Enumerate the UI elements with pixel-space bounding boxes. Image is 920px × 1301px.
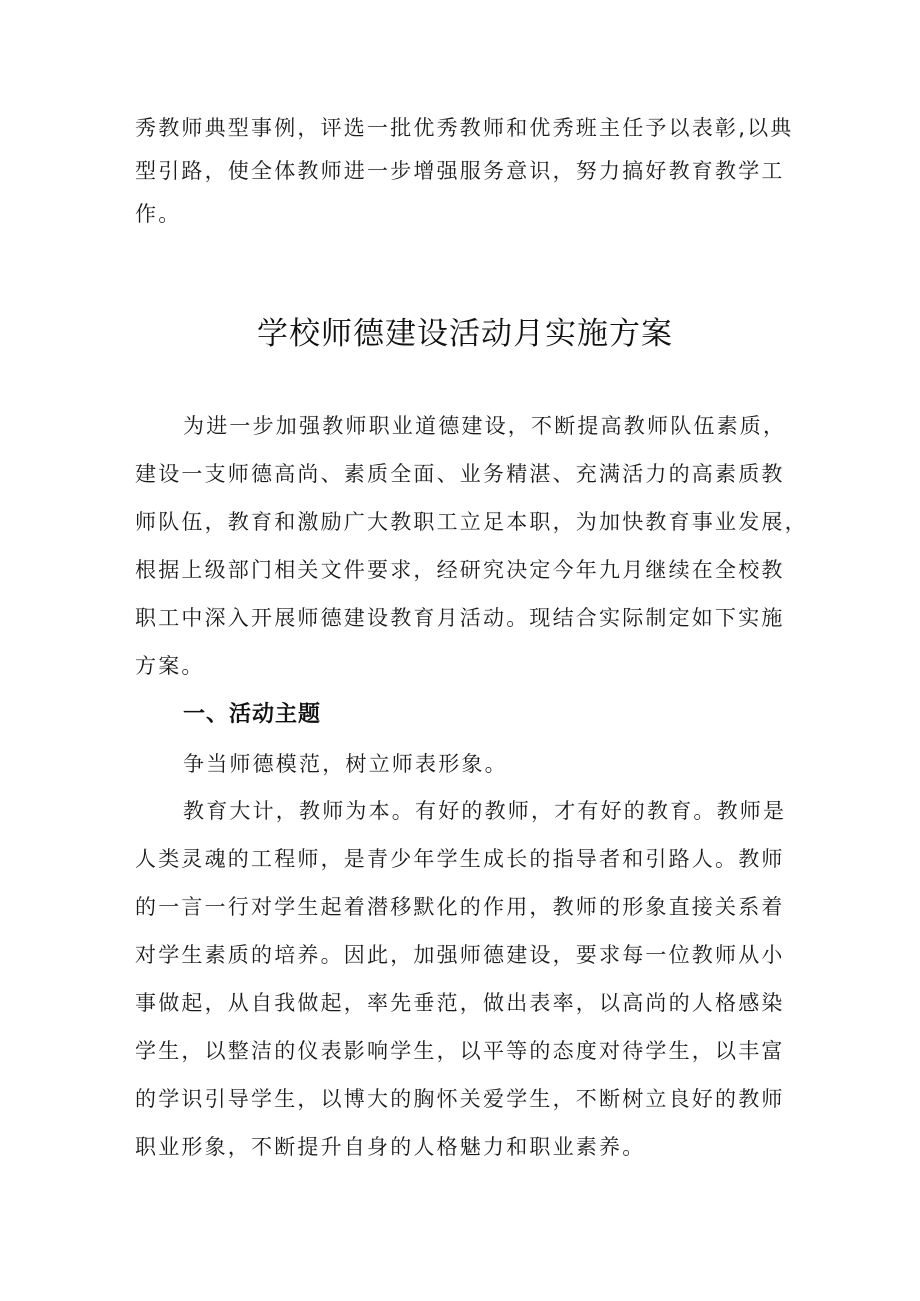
intro-line: 建设一支师德高尚、素质全面、业务精湛、充满活力的高素质教 <box>135 462 785 486</box>
body-line: 的一言一行对学生起着潜移默化的作用，教师的形象直接关系着 <box>135 895 785 919</box>
intro-line: 职工中深入开展师德建设教育月活动。现结合实际制定如下实施 <box>135 606 785 630</box>
paragraph-line: 秀教师典型事例，评选一批优秀教师和优秀班主任予以表彰,以典 <box>135 116 794 140</box>
body-line: 对学生素质的培养。因此，加强师德建设，要求每一位教师从小 <box>135 943 785 967</box>
document-title: 学校师德建设活动月实施方案 <box>257 316 673 352</box>
body-line: 学生，以整洁的仪表影响学生，以平等的态度对待学生，以丰富 <box>135 1039 785 1063</box>
body-line: 职业形象，不断提升自身的人格魅力和职业素养。 <box>135 1135 646 1159</box>
paragraph-line: 作。 <box>135 202 182 226</box>
body-line: 教育大计，教师为本。有好的教师，才有好的教育。教师是 <box>183 799 787 823</box>
body-line: 人类灵魂的工程师，是青少年学生成长的指导者和引路人。教师 <box>135 847 785 871</box>
theme-line: 争当师德模范，树立师表形象。 <box>183 752 508 776</box>
body-line: 的学识引导学生，以博大的胸怀关爱学生，不断树立良好的教师 <box>135 1087 785 1111</box>
paragraph-line: 型引路，使全体教师进一步增强服务意识，努力搞好教育教学工 <box>135 159 785 183</box>
intro-line: 为进一步加强教师职业道德建设，不断提高教师队伍素质， <box>183 414 787 438</box>
intro-line: 方案。 <box>135 654 205 678</box>
section-heading: 一、活动主题 <box>183 702 322 727</box>
body-line: 事做起，从自我做起，率先垂范，做出表率，以高尚的人格感染 <box>135 991 785 1015</box>
intro-line: 师队伍，教育和激励广大教职工立足本职，为加快教育事业发展， <box>135 510 808 534</box>
intro-line: 根据上级部门相关文件要求，经研究决定今年九月继续在全校教 <box>135 558 785 582</box>
